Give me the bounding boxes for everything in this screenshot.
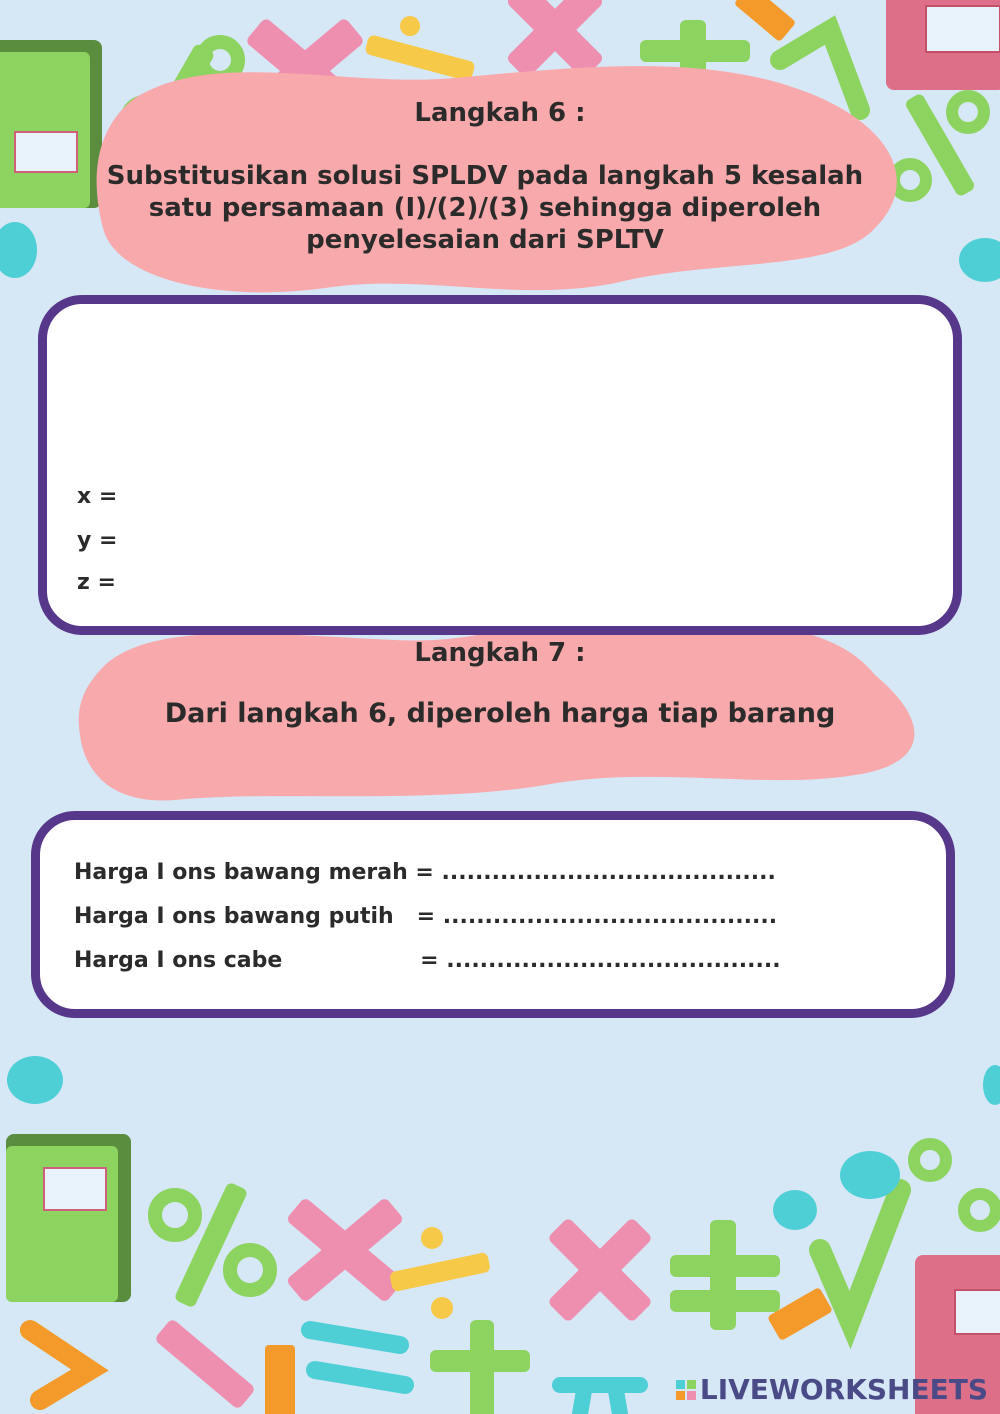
- step7-description: Dari langkah 6, diperoleh harga tiap barang: [164, 698, 836, 729]
- notebook-icon: [6, 1134, 131, 1302]
- multiply-icon: [286, 1197, 405, 1304]
- check-icon: [820, 1190, 900, 1320]
- watermark-text: LIVEWORKSHEETS: [699, 1373, 988, 1406]
- pencil-icon: [265, 1345, 295, 1414]
- multiply-icon: [547, 1217, 653, 1323]
- step7-title: Langkah 7 :: [414, 638, 586, 668]
- equals-icon: [310, 1330, 405, 1385]
- x-answer-label: x =: [77, 484, 118, 509]
- liveworksheets-logo: [676, 1373, 988, 1406]
- multiply-icon: [154, 1318, 256, 1410]
- step6-description: Substitusikan solusi SPLDV pada langkah 5 kesalah satu persamaan (I)/(2)/(3) sehingga diperoleh penyelesaian dari SPLTV: [106, 161, 864, 255]
- price-row-cabe: Harga I ons cabe = ........................................: [74, 948, 781, 973]
- pi-icon: [560, 1385, 640, 1414]
- y-answer-label: y =: [77, 528, 118, 553]
- divide-icon: [389, 1227, 491, 1319]
- percent-icon: [155, 1181, 270, 1308]
- pencil-icon: [734, 0, 797, 42]
- price-box: [31, 811, 955, 1018]
- greater-than-icon: [30, 1330, 90, 1400]
- plus-icon: [670, 1220, 780, 1330]
- step6-title: Langkah 6 :: [414, 98, 586, 128]
- price-row-bawang-putih: Harga I ons bawang putih = ........................................: [74, 904, 778, 929]
- z-answer-label: z =: [77, 570, 116, 595]
- percent-icon: [914, 1144, 996, 1226]
- plus-icon: [430, 1320, 530, 1414]
- price-row-bawang-merah: Harga I ons bawang merah = ........................................: [74, 860, 776, 885]
- answer-box: [38, 295, 962, 635]
- liveworksheets-icon: [676, 1380, 696, 1400]
